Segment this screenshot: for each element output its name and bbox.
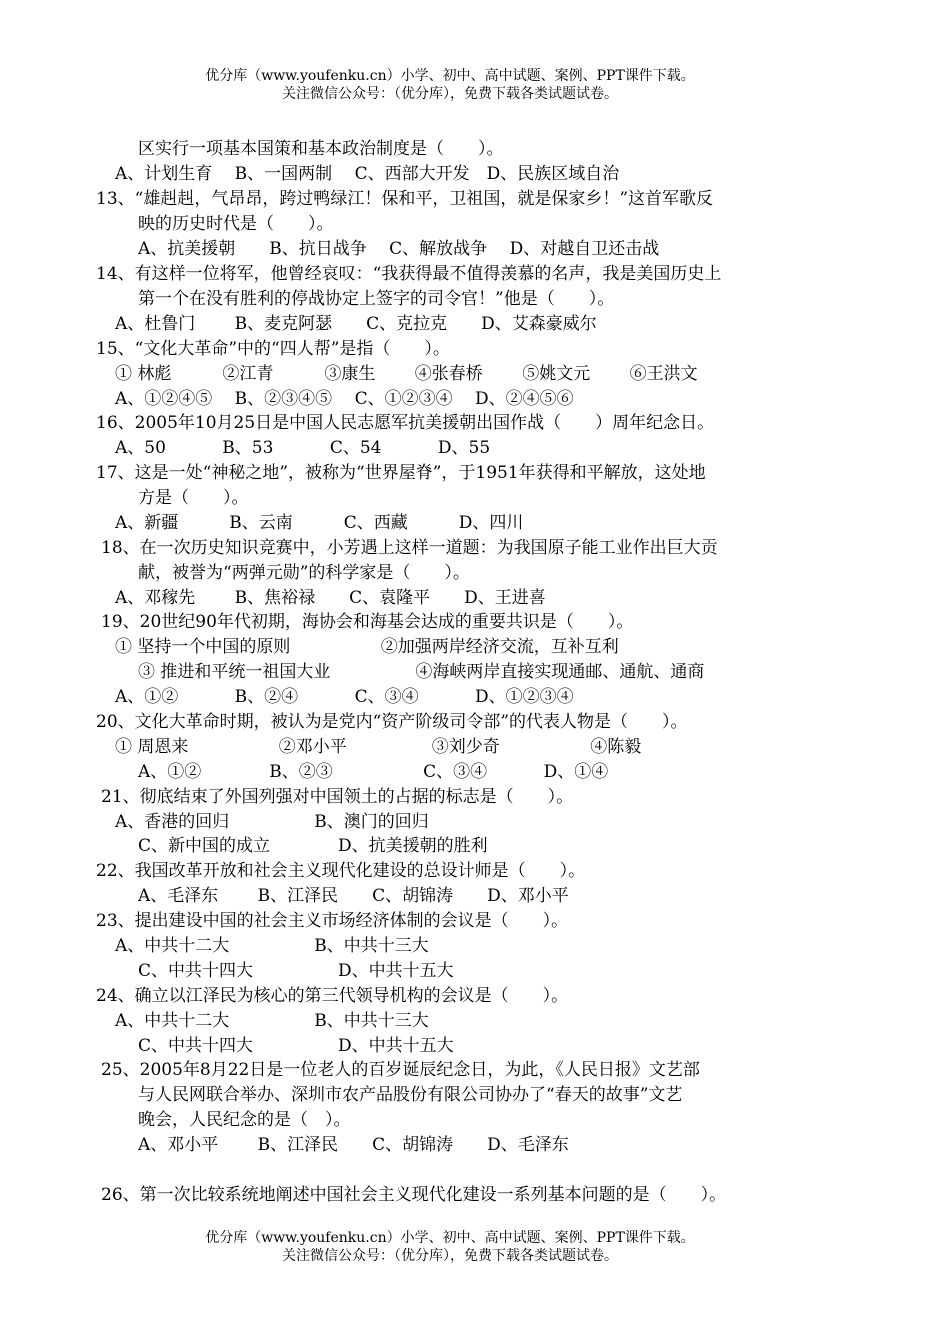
option-line: A、①② B、②④ C、③④ D、①②③④	[115, 687, 574, 707]
option-line: A、①②④⑤ B、②③④⑤ C、①②③④ D、②④⑤⑥	[115, 389, 574, 409]
choice-line: ① 坚持一个中国的原则 ②加强两岸经济交流，互补互利	[115, 637, 619, 657]
header-line-1: 优分库（www.youfenku.cn）小学、初中、高中试题、案例、PPT课件下载。	[205, 68, 695, 84]
choice-line: ① 周恩来 ②邓小平 ③刘少奇 ④陈毅	[115, 737, 642, 757]
text-line: 方是（ ）。	[138, 488, 249, 508]
question-22: 22、我国改革开放和社会主义现代化建设的总设计师是（ ）。	[96, 861, 586, 881]
option-line: A、①② B、②③ C、③④ D、①④	[138, 762, 609, 782]
text-line: 与人民网联合举办、深圳市农产品股份有限公司协办了“春天的故事”文艺	[138, 1085, 683, 1105]
option-line: A、毛泽东 B、江泽民 C、胡锦涛 D、邓小平	[138, 886, 569, 906]
option-line: A、计划生育 B、一国两制 C、西部大开发 D、民族区域自治	[115, 164, 620, 184]
header-line-2: 关注微信公众号：（优分库），免费下载各类试题试卷。	[282, 86, 618, 102]
question-13: 13、“雄赳赳，气昂昂，跨过鸭绿江！保和平，卫祖国，就是保家乡！”这首军歌反	[96, 189, 714, 209]
question-19: 19、20世纪90年代初期，海协会和海基会达成的重要共识是（ ）。	[101, 612, 634, 632]
footer-line-1: 优分库（www.youfenku.cn）小学、初中、高中试题、案例、PPT课件下载。	[205, 1230, 695, 1246]
text-line: 第一个在没有胜利的停战协定上签字的司令官！”他是（ ）。	[138, 289, 615, 309]
question-20: 20、文化大革命时期，被认为是党内“资产阶级司令部”的代表人物是（ ）。	[96, 712, 688, 732]
question-23: 23、提出建设中国的社会主义市场经济体制的会议是（ ）。	[96, 911, 569, 931]
question-14: 14、有这样一位将军，他曾经哀叹：“我获得最不值得羡慕的名声，我是美国历史上	[96, 264, 722, 284]
option-line: A、香港的回归 B、澳门的回归	[115, 812, 429, 832]
question-15: 15、“文化大革命”中的“四人帮”是指（ ）。	[96, 339, 450, 359]
option-line: C、中共十四大 D、中共十五大	[138, 961, 454, 981]
option-line: A、抗美援朝 B、抗日战争 C、解放战争 D、对越自卫还击战	[138, 239, 660, 259]
footer-line-2: 关注微信公众号：（优分库），免费下载各类试题试卷。	[282, 1248, 618, 1264]
text-line: 区实行一项基本国策和基本政治制度是（ ）。	[138, 139, 504, 159]
question-25: 25、2005年8月22日是一位老人的百岁诞辰纪念日，为此，《人民日报》文艺部	[101, 1060, 700, 1080]
choice-line: ① 林彪 ②江青 ③康生 ④张春桥 ⑤姚文元 ⑥王洪文	[115, 364, 698, 384]
option-line: A、邓稼先 B、焦裕禄 C、袁隆平 D、王进喜	[115, 588, 546, 608]
question-18: 18、在一次历史知识竞赛中，小芳遇上这样一道题：为我国原子能工业作出巨大贡	[101, 538, 718, 558]
option-line: A、中共十二大 B、中共十三大	[115, 1011, 429, 1031]
question-17: 17、这是一处“神秘之地”，被称为“世界屋脊”，于1951年获得和平解放，这处地	[96, 463, 706, 483]
page-footer	[0, 1229, 900, 1265]
option-line: A、中共十二大 B、中共十三大	[115, 936, 429, 956]
question-26: 26、第一次比较系统地阐述中国社会主义现代化建设一系列基本问题的是（ ）。	[101, 1185, 727, 1205]
page-header	[0, 67, 900, 103]
option-line: A、新疆 B、云南 C、西藏 D、四川	[115, 513, 524, 533]
option-line: C、新中国的成立 D、抗美援朝的胜利	[138, 836, 488, 856]
question-16: 16、2005年10月25日是中国人民志愿军抗美援朝出国作战（ ）周年纪念日。	[96, 413, 715, 433]
question-24: 24、确立以江泽民为核心的第三代领导机构的会议是（ ）。	[96, 986, 569, 1006]
question-21: 21、彻底结束了外国列强对中国领土的占据的标志是（ ）。	[101, 787, 574, 807]
option-line: A、杜鲁门 B、麦克阿瑟 C、克拉克 D、艾森豪威尔	[115, 314, 597, 334]
option-line: C、中共十四大 D、中共十五大	[138, 1036, 454, 1056]
text-line: 映的历史时代是（ ）。	[138, 214, 334, 234]
option-line: A、邓小平 B、江泽民 C、胡锦涛 D、毛泽东	[138, 1135, 569, 1155]
text-line: 晚会，人民纪念的是（ ）。	[138, 1110, 351, 1130]
text-line: 献，被誉为“两弹元勋”的科学家是（ ）。	[138, 563, 470, 583]
option-line: A、50 B、53 C、54 D、55	[115, 438, 491, 458]
choice-line: ③ 推进和平统一祖国大业 ④海峡两岸直接实现通邮、通航、通商	[138, 662, 705, 682]
